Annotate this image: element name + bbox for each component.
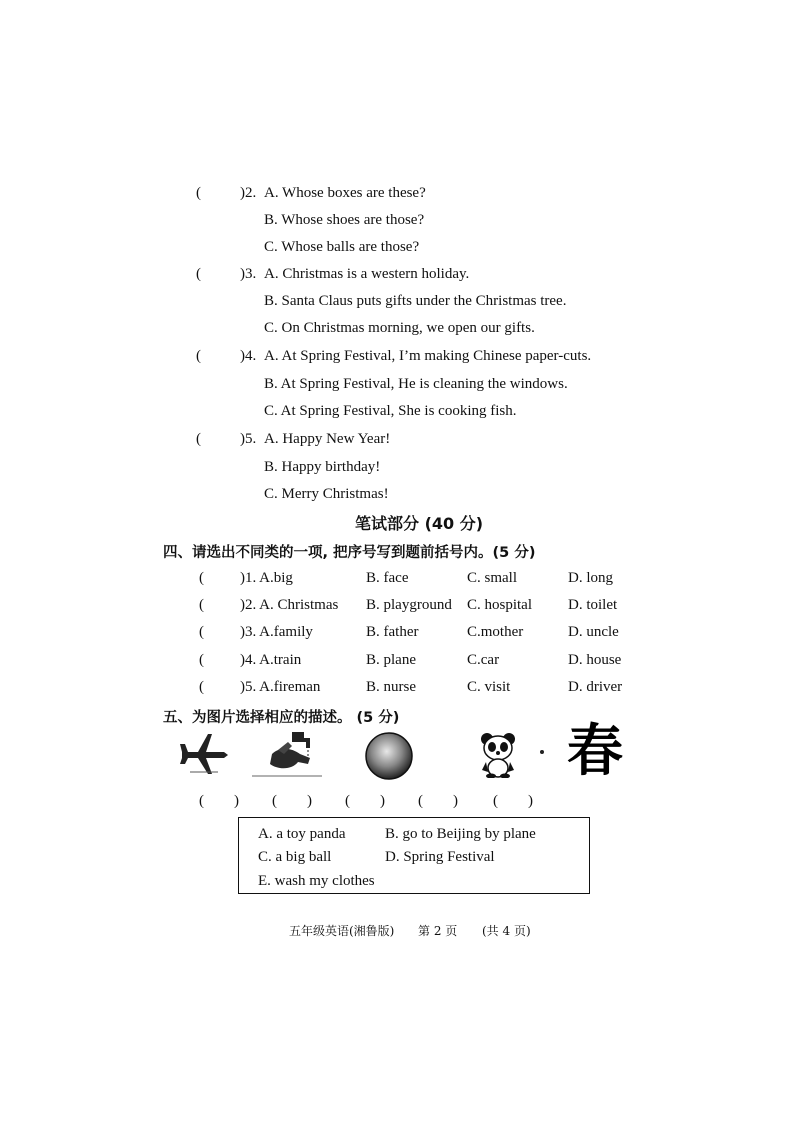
option-text: A. Happy New Year! [264,431,391,447]
option-d: D. toilet [568,597,618,613]
answer-blank[interactable]: ( ) [418,793,458,809]
written-part-title: 笔试部分 (40 分) [355,514,484,533]
option-e: E. wash my clothes [258,873,375,889]
answer-paren: ( [199,652,204,668]
row-num-a: )2. A. Christmas [240,597,339,613]
option-b: B. nurse [366,679,416,695]
answer-paren: ( [196,348,201,364]
option-c: C. visit [467,679,511,695]
option-text: B. Happy birthday! [264,459,381,475]
dot-mark [540,750,544,754]
option-text: C. Merry Christmas! [264,486,389,502]
footer-total: (共 4 页) [482,924,531,938]
option-text: C. At Spring Festival, She is cooking fish. [264,403,517,419]
option-b: B. plane [366,652,416,668]
ball-icon [364,731,414,781]
answer-blank[interactable]: ( ) [493,793,533,809]
option-c: C.mother [467,624,524,640]
panda-icon [478,732,518,778]
row-num-a: )5. A.fireman [240,679,321,695]
option-a: A. a toy panda [258,826,346,842]
option-text: C. On Christmas morning, we open our gifts. [264,320,535,336]
question-number: )2. [240,185,257,201]
option-c: C.car [467,652,500,668]
answer-paren: ( [199,679,204,695]
question-number: )5. [240,431,257,447]
option-d: D. driver [568,679,623,695]
option-d: D. Spring Festival [385,849,495,865]
option-text: B. Whose shoes are those? [264,212,425,228]
answer-blank[interactable]: ( ) [199,793,239,809]
option-b: B. go to Beijing by plane [385,826,536,842]
plane-icon [178,730,230,778]
option-b: B. playground [366,597,452,613]
option-text: C. Whose balls are those? [264,239,420,255]
option-text: A. At Spring Festival, I’m making Chinese paper-cuts. [264,348,592,364]
footer-subject: 五年级英语(湘鲁版) [289,924,395,938]
answer-paren: ( [199,624,204,640]
answer-blank[interactable]: ( ) [272,793,312,809]
option-text: A. Christmas is a western holiday. [264,266,470,282]
option-c: C. hospital [467,597,533,613]
section5-title: 五、为图片选择相应的描述。 (5 分) [163,710,400,726]
footer-page: 第 2 页 [418,924,458,938]
answer-paren: ( [196,266,201,282]
spring-festival-character: 春 [567,719,623,784]
question-number: )3. [240,266,257,282]
row-num-a: )4. A.train [240,652,302,668]
option-b: B. face [366,570,409,586]
option-text: A. Whose boxes are these? [264,185,426,201]
option-text: B. Santa Claus puts gifts under the Christmas tree. [264,293,567,309]
option-b: B. father [366,624,419,640]
option-c: C. a big ball [258,849,332,865]
option-c: C. small [467,570,518,586]
answer-paren: ( [196,431,201,447]
answer-blank[interactable]: ( ) [345,793,385,809]
option-d: D. long [568,570,613,586]
answer-paren: ( [199,570,204,586]
washing-hands-icon [252,728,324,780]
description-options-box [238,817,590,894]
option-d: D. uncle [568,624,619,640]
row-num-a: )3. A.family [240,624,313,640]
answer-paren: ( [196,185,201,201]
option-d: D. house [568,652,622,668]
row-num-a: )1. A.big [240,570,293,586]
section4-title: 四、请选出不同类的一项, 把序号写到题前括号内。(5 分) [163,545,536,561]
option-text: B. At Spring Festival, He is cleaning the windows. [264,376,568,392]
question-number: )4. [240,348,257,364]
answer-paren: ( [199,597,204,613]
